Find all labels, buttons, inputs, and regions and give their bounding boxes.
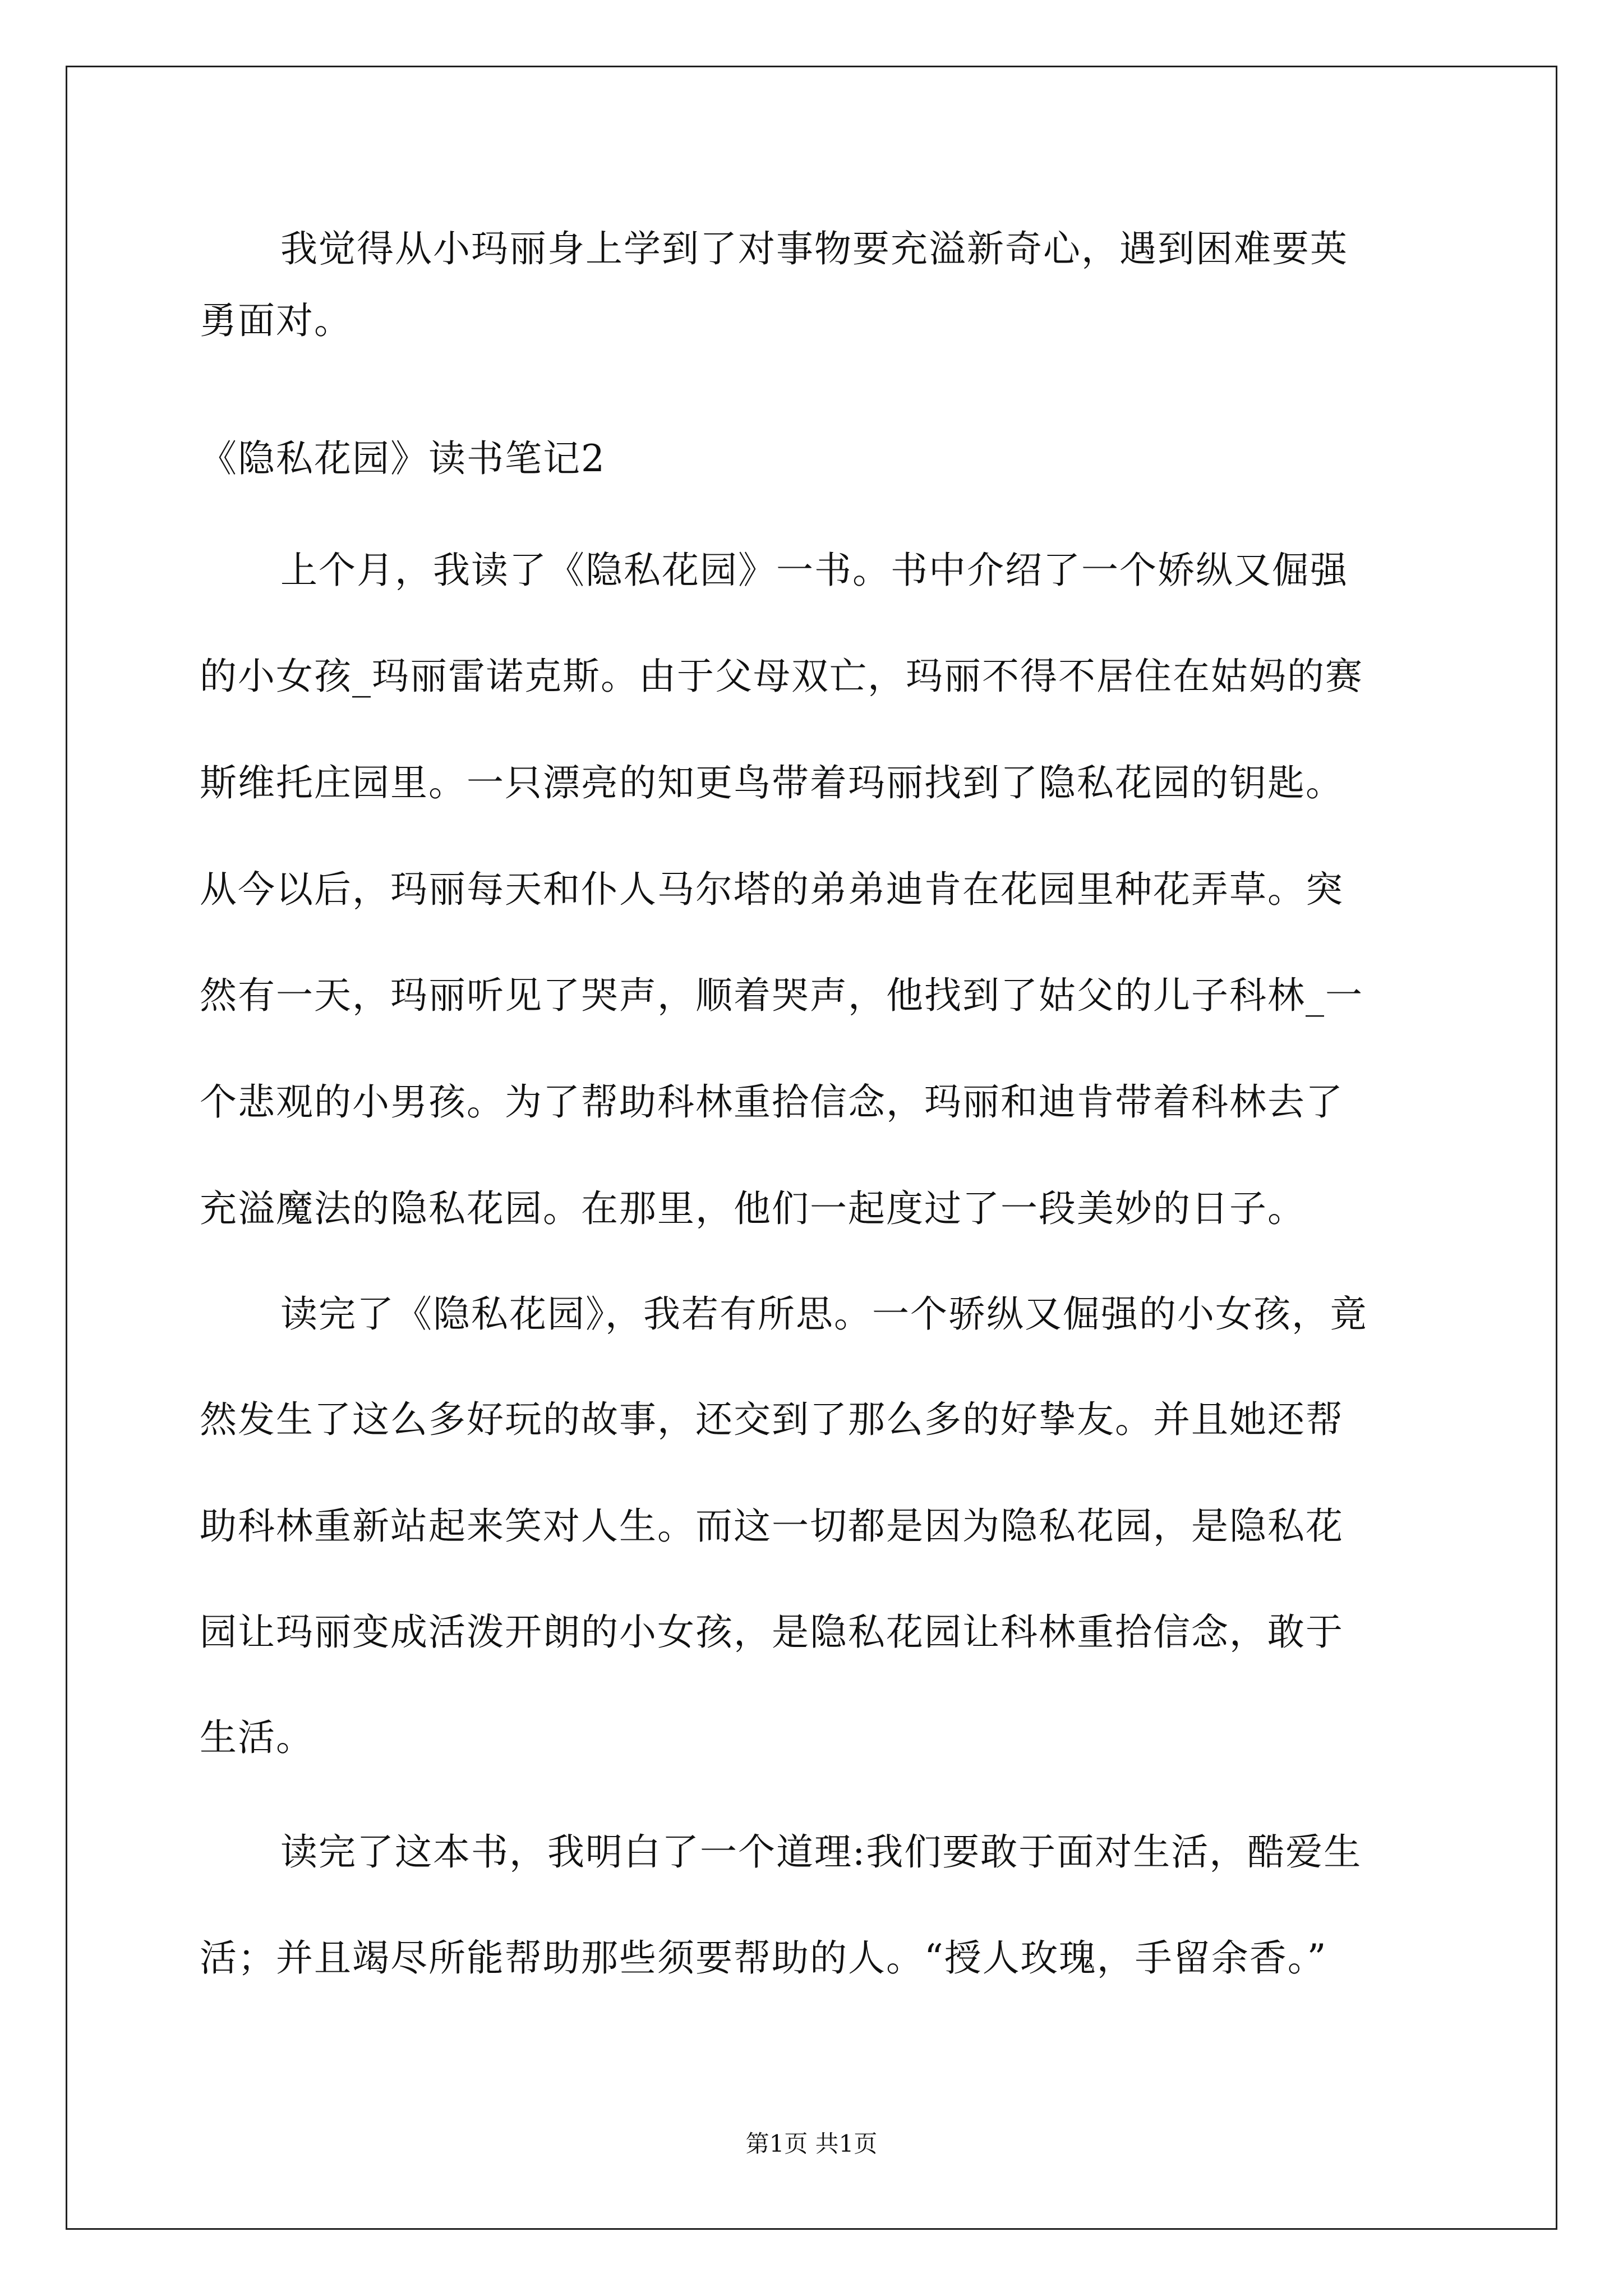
paragraph-2-line-3: 斯维托庄园里。一只漂亮的知更鸟带着玛丽找到了隐私花园的钥匙。 <box>200 761 1344 804</box>
paragraph-2-line-2: 的小女孩_玛丽雷诺克斯。由于父母双亡，玛丽不得不居住在姑妈的赛 <box>200 655 1363 698</box>
paragraph-4-line-1: 读完了这本书，我明白了一个道理:我们要敢于面对生活，酷爱生 <box>280 1830 1362 1874</box>
paragraph-2-line-6: 个悲观的小男孩。为了帮助科林重拾信念，玛丽和迪肯带着科林去了 <box>200 1080 1344 1124</box>
paragraph-2-line-4: 从今以后，玛丽每天和仆人马尔塔的弟弟迪肯在花园里种花弄草。突 <box>200 868 1344 911</box>
page-border <box>66 66 1557 2230</box>
paragraph-3-line-4: 园让玛丽变成活泼开朗的小女孩，是隐私花园让科林重拾信念，敢于 <box>200 1611 1344 1654</box>
page-footer: 第1页 共1页 <box>745 2130 878 2157</box>
paragraph-2-line-5: 然有一天，玛丽听见了哭声，顺着哭声，他找到了姑父的儿子科林_一 <box>200 974 1363 1017</box>
paragraph-1-line-2: 勇面对。 <box>200 299 352 342</box>
paragraph-1-line-1: 我觉得从小玛丽身上学到了对事物要充溢新奇心，遇到困难要英 <box>280 227 1348 270</box>
paragraph-3-line-1: 读完了《隐私花园》，我若有所思。一个骄纵又倔强的小女孩，竟 <box>280 1292 1368 1336</box>
paragraph-3-line-3: 助科林重新站起来笑对人生。而这一切都是因为隐私花园，是隐私花 <box>200 1504 1344 1548</box>
paragraph-3-line-2: 然发生了这么多好玩的故事，还交到了那么多的好挚友。并且她还帮 <box>200 1398 1344 1441</box>
paragraph-2-line-7: 充溢魔法的隐私花园。在那里，他们一起度过了一段美妙的日子。 <box>200 1187 1306 1230</box>
paragraph-3-line-5: 生活。 <box>200 1716 314 1759</box>
document-heading: 《隐私花园》读书笔记2 <box>200 437 606 480</box>
paragraph-2-line-1: 上个月，我读了《隐私花园》一书。书中介绍了一个娇纵又倔强 <box>280 549 1348 592</box>
paragraph-4-line-2: 活；并且竭尽所能帮助那些须要帮助的人。“授人玫瑰，手留余香。” <box>200 1936 1327 1980</box>
